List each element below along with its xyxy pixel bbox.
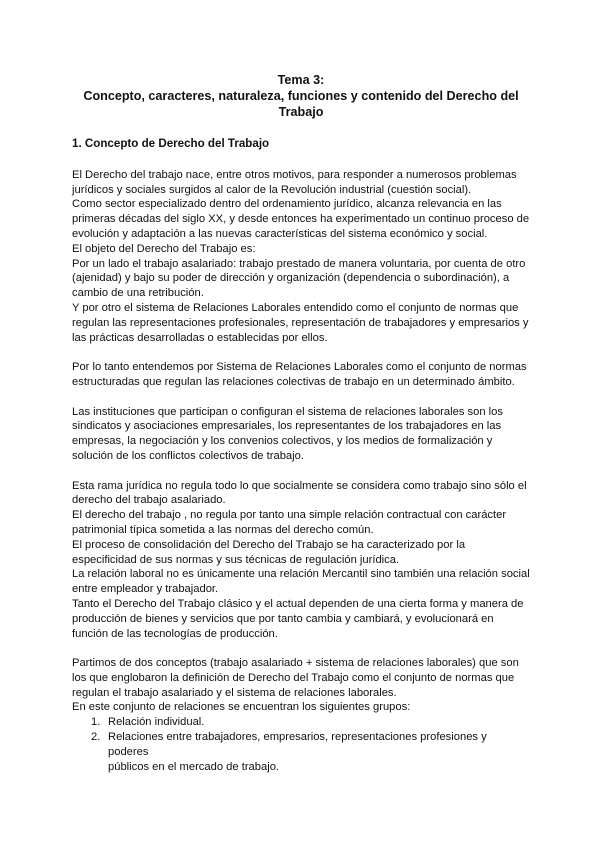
text-line: regulan las representaciones profesionales, representación de trabajadores y empresarios y [72,316,529,329]
list-number: 1. [91,716,101,729]
text-line: cambio de una retribución. [72,287,204,300]
text-line: El derecho del trabajo , no regula por tanto una simple relación contractual con carácter [72,509,507,522]
paragraph-institutions [72,405,530,464]
list-item [91,730,530,774]
text-line: (ajenidad) y bajo su poder de dirección y organización (dependencia o subordinación), a [72,272,510,285]
text-line: El objeto del Derecho del Trabajo es: [72,242,256,255]
text-line: jurídicos y sociales surgidos al calor de la Revolución industrial (cuestión social). [72,183,472,196]
title-line: Trabajo [278,105,324,119]
text-line: sindicatos y asociaciones empresariales, los representantes de los trabajadores en las [72,420,502,433]
text-line: derecho del trabajo asalariado. [72,494,226,507]
text-line: Como sector especializado dentro del ordenamiento jurídico, alcanza relevancia en las [72,198,502,211]
text-line: las prácticas desarrolladas o establecidas por ellos. [72,331,328,344]
text-line: regulan el trabajo asalariado y el sistema de relaciones laborales. [72,686,397,699]
text-line: solución de los conflictos colectivos de trabajo. [72,449,304,462]
text-line: Relaciones entre trabajadores, empresarios, representaciones profesiones y poderes [108,731,487,758]
text-line: patrimonial típica sometida a las normas del derecho común. [72,523,374,536]
text-line: entre empleador y trabajador. [72,583,219,596]
text-line: estructuradas que regulan las relaciones colectivas de trabajo en un determinado ámbito. [72,375,515,388]
text-line: La relación laboral no es únicamente una relación Mercantil sino también una relación social [72,568,530,581]
list-item [91,715,530,730]
title-line: Concepto, caracteres, naturaleza, funciones y contenido del Derecho del [83,89,519,103]
text-line: Por un lado el trabajo asalariado: trabajo prestado de manera voluntaria, por cuenta de otro [72,257,526,270]
text-line: empresas, la negociación y los convenios colectivos, y los medios de formalización y [72,435,493,448]
list-number: 2. [91,731,101,744]
text-line: función de las tecnologías de producción. [72,627,278,640]
paragraph-concepts [72,656,530,715]
text-line: Y por otro el sistema de Relaciones Laborales entendido como el conjunto de normas que [72,301,519,314]
text-line: primeras décadas del siglo XX, y desde entonces ha experimentado un continuo proceso de [72,213,530,226]
relation-groups-list [72,715,530,774]
text-line: evolución y adaptación a las nuevas características del sistema económico y social. [72,227,488,240]
text-line: El proceso de consolidación del Derecho del Trabajo se ha caracterizado por la [72,538,466,551]
text-line: Relación individual. [108,716,205,729]
text-line: Las instituciones que participan o configuran el sistema de relaciones laborales son los [72,405,503,418]
text-line: especificidad de sus normas y sus técnicas de regulación jurídica. [72,553,400,566]
text-line: El Derecho del trabajo nace, entre otros motivos, para responder a numerosos problemas [72,168,517,181]
title-line: Tema 3: [277,73,325,87]
text-line: públicos en el mercado de trabajo. [108,760,280,773]
text-line: producción de bienes y servicios que por tanto cambia y cambiará, y evolucionará en [72,612,494,625]
text-line: Por lo tanto entendemos por Sistema de Relaciones Laborales como el conjunto de normas [72,361,527,374]
text-line: Esta rama jurídica no regula todo lo que socialmente se considera como trabajo sino sólo el [72,479,527,492]
text-line: Tanto el Derecho del Trabajo clásico y el actual dependen de una cierta forma y manera de [72,597,524,610]
paragraph-scope [72,479,530,642]
text-line: En este conjunto de relaciones se encuentran los siguientes grupos: [72,701,411,714]
text-line: los que englobaron la definición de Derecho del Trabajo como el conjunto de normas que [72,671,515,684]
text-line: Partimos de dos conceptos (trabajo asalariado + sistema de relaciones laborales) que son [72,657,519,670]
section-heading: 1. Concepto de Derecho del Trabajo [72,137,270,150]
paragraph-definition [72,168,530,346]
paragraph-labour-relations-system [72,360,530,390]
document-title [72,72,530,120]
